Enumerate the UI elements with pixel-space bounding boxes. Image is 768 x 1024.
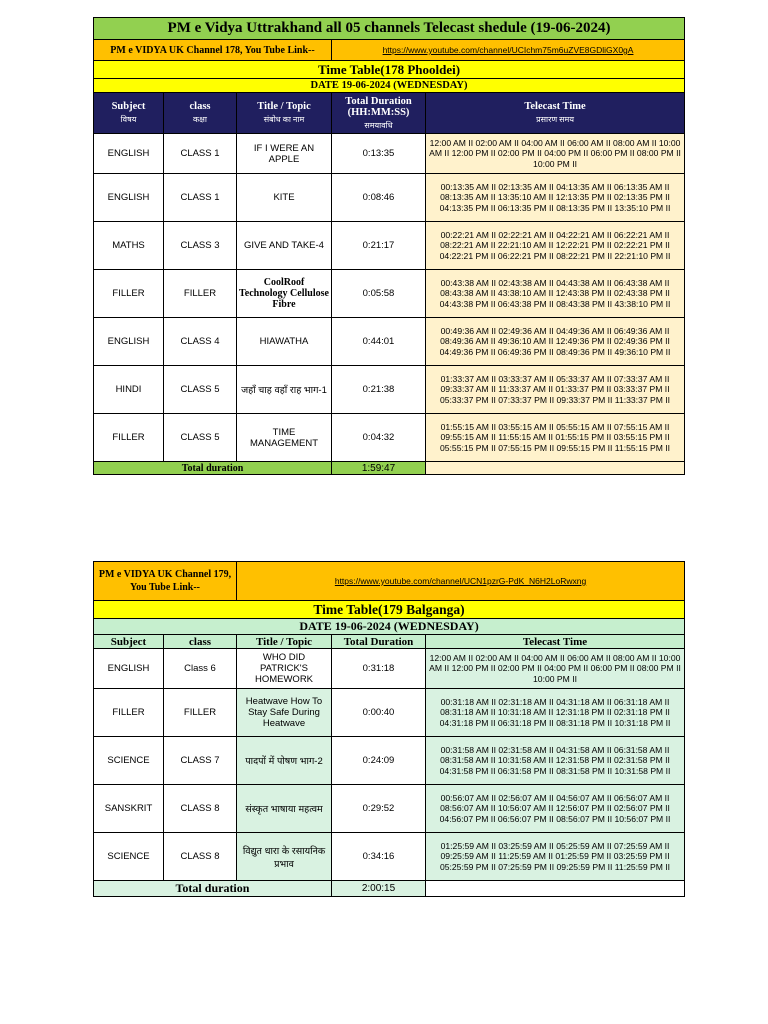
cell-duration: 0:05:58 (332, 270, 426, 318)
schedule-date-178: DATE 19-06-2024 (WEDNESDAY) (94, 79, 685, 93)
cell-subject: FILLER (94, 414, 164, 462)
channel-178-youtube-link[interactable]: https://www.youtube.com/channel/UCIchm75m6uZVE8GDliGX0gA (332, 40, 685, 61)
cell-class: CLASS 5 (164, 366, 237, 414)
cell-telecast-time: 00:56:07 AM II 02:56:07 AM II 04:56:07 AM II 06:56:07 AM II 08:56:07 AM II 10:56:07 AM II 12:56:07 PM II 02:56:07 PM II 04:56:07 PM II 06:56:07 PM II 08:56:07 PM II 10:56:07 PM II (426, 785, 685, 833)
cell-subject: HINDI (94, 366, 164, 414)
cell-class: FILLER (164, 689, 237, 737)
table-row (94, 318, 685, 366)
cell-duration: 0:21:38 (332, 366, 426, 414)
schedule-table-channel-179 (93, 561, 685, 897)
cell-class: FILLER (164, 270, 237, 318)
cell-duration: 0:04:32 (332, 414, 426, 462)
cell-subject: FILLER (94, 270, 164, 318)
cell-subject: SCIENCE (94, 737, 164, 785)
cell-title: TIME MANAGEMENT (237, 414, 332, 462)
header-title-topic: Title / Topic (237, 635, 332, 649)
timetable-title-179: Time Table(179 Balganga) (94, 601, 685, 619)
document-title: PM e Vidya Uttrakhand all 05 channels Telecast shedule (19-06-2024) (94, 18, 685, 40)
table-row (94, 414, 685, 462)
cell-duration: 0:31:18 (332, 649, 426, 689)
table-row (94, 649, 685, 689)
schedule-table-channel-178 (93, 17, 685, 475)
cell-title: विद्युत धारा के रसायनिक प्रभाव (237, 833, 332, 881)
cell-class: CLASS 1 (164, 134, 237, 174)
cell-duration: 0:24:09 (332, 737, 426, 785)
schedule-date-179: DATE 19-06-2024 (WEDNESDAY) (94, 619, 685, 635)
cell-duration: 0:21:17 (332, 222, 426, 270)
cell-telecast-time: 01:25:59 AM II 03:25:59 AM II 05:25:59 AM II 07:25:59 AM II 09:25:59 AM II 11:25:59 AM II 01:25:59 PM II 03:25:59 PM II 05:25:59 PM II 07:25:59 PM II 09:25:59 PM II 11:25:59 PM II (426, 833, 685, 881)
cell-duration: 0:34:16 (332, 833, 426, 881)
cell-subject: SANSKRIT (94, 785, 164, 833)
header-telecast-time: Telecast Time प्रसारण समय (426, 93, 685, 134)
table-row (94, 270, 685, 318)
table-row (94, 222, 685, 270)
cell-title: संस्कृत भाषाया महत्वम (237, 785, 332, 833)
table-row (94, 174, 685, 222)
table-row (94, 833, 685, 881)
cell-telecast-time: 00:31:18 AM II 02:31:18 AM II 04:31:18 AM II 06:31:18 AM II 08:31:18 AM II 10:31:18 AM II 12:31:18 PM II 02:31:18 PM II 04:31:18 PM II 06:31:18 PM II 08:31:18 PM II 10:31:18 PM II (426, 689, 685, 737)
channel-179-label: PM e VIDYA UK Channel 179, You Tube Link-- (94, 562, 237, 601)
timetable-title-178: Time Table(178 Phooldei) (94, 61, 685, 79)
cell-duration: 0:00:40 (332, 689, 426, 737)
cell-duration: 0:29:52 (332, 785, 426, 833)
table-row (94, 134, 685, 174)
cell-telecast-time: 00:49:36 AM II 02:49:36 AM II 04:49:36 AM II 06:49:36 AM II 08:49:36 AM II 49:36:10 AM II 12:49:36 PM II 02:49:36 PM II 04:49:36 PM II 06:49:36 PM II 08:49:36 PM II 49:36:10 PM II (426, 318, 685, 366)
cell-class: CLASS 5 (164, 414, 237, 462)
cell-telecast-time: 00:31:58 AM II 02:31:58 AM II 04:31:58 AM II 06:31:58 AM II 08:31:58 AM II 10:31:58 AM II 12:31:58 PM II 02:31:58 PM II 04:31:58 PM II 06:31:58 PM II 08:31:58 PM II 10:31:58 PM II (426, 737, 685, 785)
cell-subject: ENGLISH (94, 134, 164, 174)
total-blank-cell (426, 462, 685, 475)
header-total-duration: Total Duration (332, 635, 426, 649)
cell-subject: ENGLISH (94, 318, 164, 366)
header-class: class कक्षा (164, 93, 237, 134)
channel-179-youtube-link[interactable]: https://www.youtube.com/channel/UCN1pzrG-PdK_N6H2LoRwxng (237, 562, 685, 601)
cell-class: CLASS 7 (164, 737, 237, 785)
header-subject: Subject विषय (94, 93, 164, 134)
table-row (94, 366, 685, 414)
cell-subject: ENGLISH (94, 649, 164, 689)
table-row (94, 785, 685, 833)
header-class: class (164, 635, 237, 649)
table-row (94, 737, 685, 785)
cell-telecast-time: 01:33:37 AM II 03:33:37 AM II 05:33:37 AM II 07:33:37 AM II 09:33:37 AM II 11:33:37 AM II 01:33:37 PM II 03:33:37 PM II 05:33:37 PM II 07:33:37 PM II 09:33:37 PM II 11:33:37 PM II (426, 366, 685, 414)
header-title-topic: Title / Topic संबोध का नाम (237, 93, 332, 134)
cell-class: CLASS 1 (164, 174, 237, 222)
cell-title: CoolRoof Technology Cellulose Fibre (237, 270, 332, 318)
cell-telecast-time: 12:00 AM II 02:00 AM II 04:00 AM II 06:00 AM II 08:00 AM II 10:00 AM II 12:00 PM II 02:00 PM II 04:00 PM II 06:00 PM II 08:00 PM II 10:00 PM II (426, 134, 685, 174)
total-duration-label: Total duration (94, 881, 332, 897)
cell-subject: MATHS (94, 222, 164, 270)
cell-telecast-time: 00:13:35 AM II 02:13:35 AM II 04:13:35 AM II 06:13:35 AM II 08:13:35 AM II 13:35:10 AM II 12:13:35 PM II 02:13:35 PM II 04:13:35 PM II 06:13:35 PM II 08:13:35 PM II 13:35:10 PM II (426, 174, 685, 222)
cell-class: CLASS 3 (164, 222, 237, 270)
cell-class: CLASS 8 (164, 785, 237, 833)
header-subject: Subject (94, 635, 164, 649)
cell-title: WHO DID PATRICK'S HOMEWORK (237, 649, 332, 689)
cell-telecast-time: 01:55:15 AM II 03:55:15 AM II 05:55:15 AM II 07:55:15 AM II 09:55:15 AM II 11:55:15 AM II 01:55:15 PM II 03:55:15 PM II 05:55:15 PM II 07:55:15 PM II 09:55:15 PM II 11:55:15 PM II (426, 414, 685, 462)
total-duration-value: 2:00:15 (332, 881, 426, 897)
cell-title: Heatwave How To Stay Safe During Heatwave (237, 689, 332, 737)
cell-duration: 0:08:46 (332, 174, 426, 222)
cell-duration: 0:44:01 (332, 318, 426, 366)
cell-subject: ENGLISH (94, 174, 164, 222)
cell-title: GIVE AND TAKE-4 (237, 222, 332, 270)
total-blank-cell (426, 881, 685, 897)
cell-class: Class 6 (164, 649, 237, 689)
total-duration-label: Total duration (94, 462, 332, 475)
header-total-duration: Total Duration (HH:MM:SS) समयावधि (332, 93, 426, 134)
cell-title: KITE (237, 174, 332, 222)
cell-title: HIAWATHA (237, 318, 332, 366)
cell-telecast-time: 00:43:38 AM II 02:43:38 AM II 04:43:38 AM II 06:43:38 AM II 08:43:38 AM II 43:38:10 AM II 12:43:38 PM II 02:43:38 PM II 04:43:38 PM II 06:43:38 PM II 08:43:38 PM II 43:38:10 PM II (426, 270, 685, 318)
cell-telecast-time: 00:22:21 AM II 02:22:21 AM II 04:22:21 AM II 06:22:21 AM II 08:22:21 AM II 22:21:10 AM II 12:22:21 PM II 02:22:21 PM II 04:22:21 PM II 06:22:21 PM II 08:22:21 PM II 22:21:10 PM II (426, 222, 685, 270)
cell-duration: 0:13:35 (332, 134, 426, 174)
channel-178-label: PM e VIDYA UK Channel 178, You Tube Link-- (94, 40, 332, 61)
cell-title: IF I WERE AN APPLE (237, 134, 332, 174)
total-duration-value: 1:59:47 (332, 462, 426, 475)
table-row (94, 689, 685, 737)
cell-title: जहाँ चाह वहाँ राह भाग-1 (237, 366, 332, 414)
cell-telecast-time: 12:00 AM II 02:00 AM II 04:00 AM II 06:00 AM II 08:00 AM II 10:00 AM II 12:00 PM II 02:00 PM II 04:00 PM II 06:00 PM II 08:00 PM II 10:00 PM II (426, 649, 685, 689)
cell-title: पादपों में पोषण भाग-2 (237, 737, 332, 785)
header-telecast-time: Telecast Time (426, 635, 685, 649)
cell-subject: FILLER (94, 689, 164, 737)
cell-subject: SCIENCE (94, 833, 164, 881)
cell-class: CLASS 4 (164, 318, 237, 366)
cell-class: CLASS 8 (164, 833, 237, 881)
